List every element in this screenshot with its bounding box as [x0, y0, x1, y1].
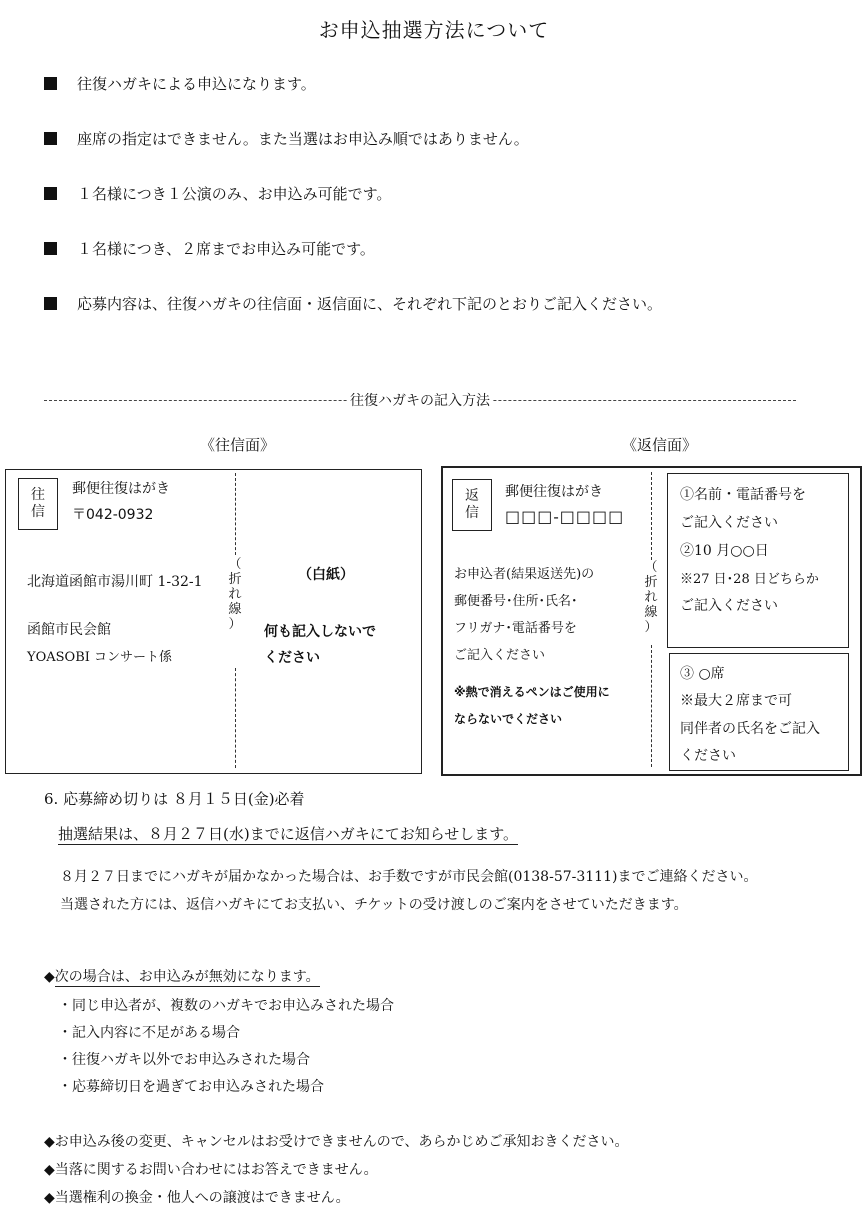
applicant-instruction: ご記入ください: [454, 648, 546, 663]
reply-info-line: ※27 日･28 日どちらか: [680, 572, 819, 587]
page-title: お申込抽選方法について: [318, 18, 550, 42]
blank-note: ください: [264, 650, 320, 666]
blank-note: 何も記入しないで: [264, 624, 376, 640]
pen-warning: ※熱で消えるペンはご使用に: [454, 685, 610, 699]
rule-text: 座席の指定はできません。また当選はお申込み順ではありません。: [77, 130, 529, 148]
rule-text: １名様につき１公演のみ、お申込み可能です。: [77, 185, 392, 203]
rule-text: 往復ハガキによる申込になります。: [77, 75, 316, 93]
reply-info-line: ご記入ください: [680, 515, 778, 531]
postcard-label: 郵便往復はがき: [505, 484, 603, 500]
invalid-item: ・応募締切日を過ぎてお申込みされた場合: [58, 1079, 324, 1095]
postal-code: 〒042-0932: [72, 507, 154, 523]
divider-label: 往復ハガキの記入方法: [350, 393, 490, 409]
applicant-instruction: お申込者(結果返送先)の: [454, 567, 595, 582]
pen-warning: ならないでください: [454, 712, 563, 726]
outgoing-stamp: 往 信: [18, 478, 58, 530]
rule-item: [44, 73, 316, 94]
notice: ◆お申込み後の変更、キャンセルはお受けできませんので、あらかじめご承知おきください。: [44, 1134, 629, 1150]
section-divider: [44, 390, 796, 410]
bullet-square-icon: [44, 242, 57, 255]
reply-info-line: ②10 月○○日: [680, 543, 769, 559]
rule-item: [44, 183, 391, 204]
contact-note: 当選された方には、返信ハガキにてお支払い、チケットの受け渡しのご案内をさせていただきます。: [60, 897, 688, 913]
address: 北海道函館市湯川町 1-32-1: [27, 574, 203, 590]
rule-item: [44, 238, 375, 259]
rule-item: [44, 128, 529, 149]
notice: ◆当選権利の換金・他人への譲渡はできません。: [44, 1190, 350, 1206]
postcard-label: 郵便往復はがき: [72, 481, 170, 497]
fold-line: [651, 645, 652, 767]
bullet-square-icon: [44, 132, 57, 145]
applicant-instruction: 郵便番号･住所･氏名･: [454, 594, 578, 609]
bullet-square-icon: [44, 297, 57, 310]
bullet-square-icon: [44, 187, 57, 200]
fold-line: [235, 473, 236, 555]
reply-seat-line: ③ ○席: [680, 666, 725, 682]
postal-code-boxes: □□□-□□□□: [505, 507, 625, 526]
rule-text: １名様につき、２席までお申込み可能です。: [77, 240, 375, 258]
contact-note: ８月２７日までにハガキが届かなかった場合は、お手数ですが市民会館(0138-57-3111)までご連絡ください。: [60, 869, 758, 885]
rule-text: 応募内容は、往復ハガキの往信面・返信面に、それぞれ下記のとおりご記入ください。: [77, 295, 663, 313]
fold-line: [235, 668, 236, 768]
result-notice: 抽選結果は、８月２７日(水)までに返信ハガキにてお知らせします。: [58, 825, 519, 843]
diamond-icon: ◆: [44, 969, 55, 985]
invalid-item: ・同じ申込者が、複数のハガキでお申込みされた場合: [58, 998, 394, 1014]
reply-stamp: 返 信: [452, 479, 492, 531]
blank-title: （白紙）: [298, 567, 354, 583]
outgoing-caption: 《往信面》: [200, 436, 276, 454]
fold-line: [651, 472, 652, 560]
fold-label: （ 折 れ 線 ）: [228, 557, 242, 632]
deadline: 6. 応募締め切りは ８月１５日(金)必着: [44, 790, 305, 808]
fold-label: （ 折 れ 線 ）: [644, 560, 658, 635]
reply-seat-line: ※最大２席まで可: [680, 693, 792, 709]
reply-seat-line: 同伴者の氏名をご記入: [680, 721, 820, 737]
invalid-item: ・記入内容に不足がある場合: [58, 1025, 240, 1041]
reply-info-line: ①名前・電話番号を: [680, 487, 806, 503]
invalid-item: ・往復ハガキ以外でお申込みされた場合: [58, 1052, 310, 1068]
reply-seat-line: ください: [680, 748, 736, 764]
rule-item: [44, 293, 662, 314]
reply-caption: 《返信面》: [622, 436, 698, 454]
invalid-title: 次の場合は、お申込みが無効になります。: [54, 969, 320, 985]
bullet-square-icon: [44, 77, 57, 90]
recipient-dept: YOASOBI コンサート係: [27, 650, 173, 665]
applicant-instruction: フリガナ･電話番号を: [454, 621, 577, 636]
notice: ◆当落に関するお問い合わせにはお答えできません。: [44, 1162, 378, 1178]
recipient: 函館市民会館: [27, 622, 111, 638]
reply-info-line: ご記入ください: [680, 598, 778, 614]
